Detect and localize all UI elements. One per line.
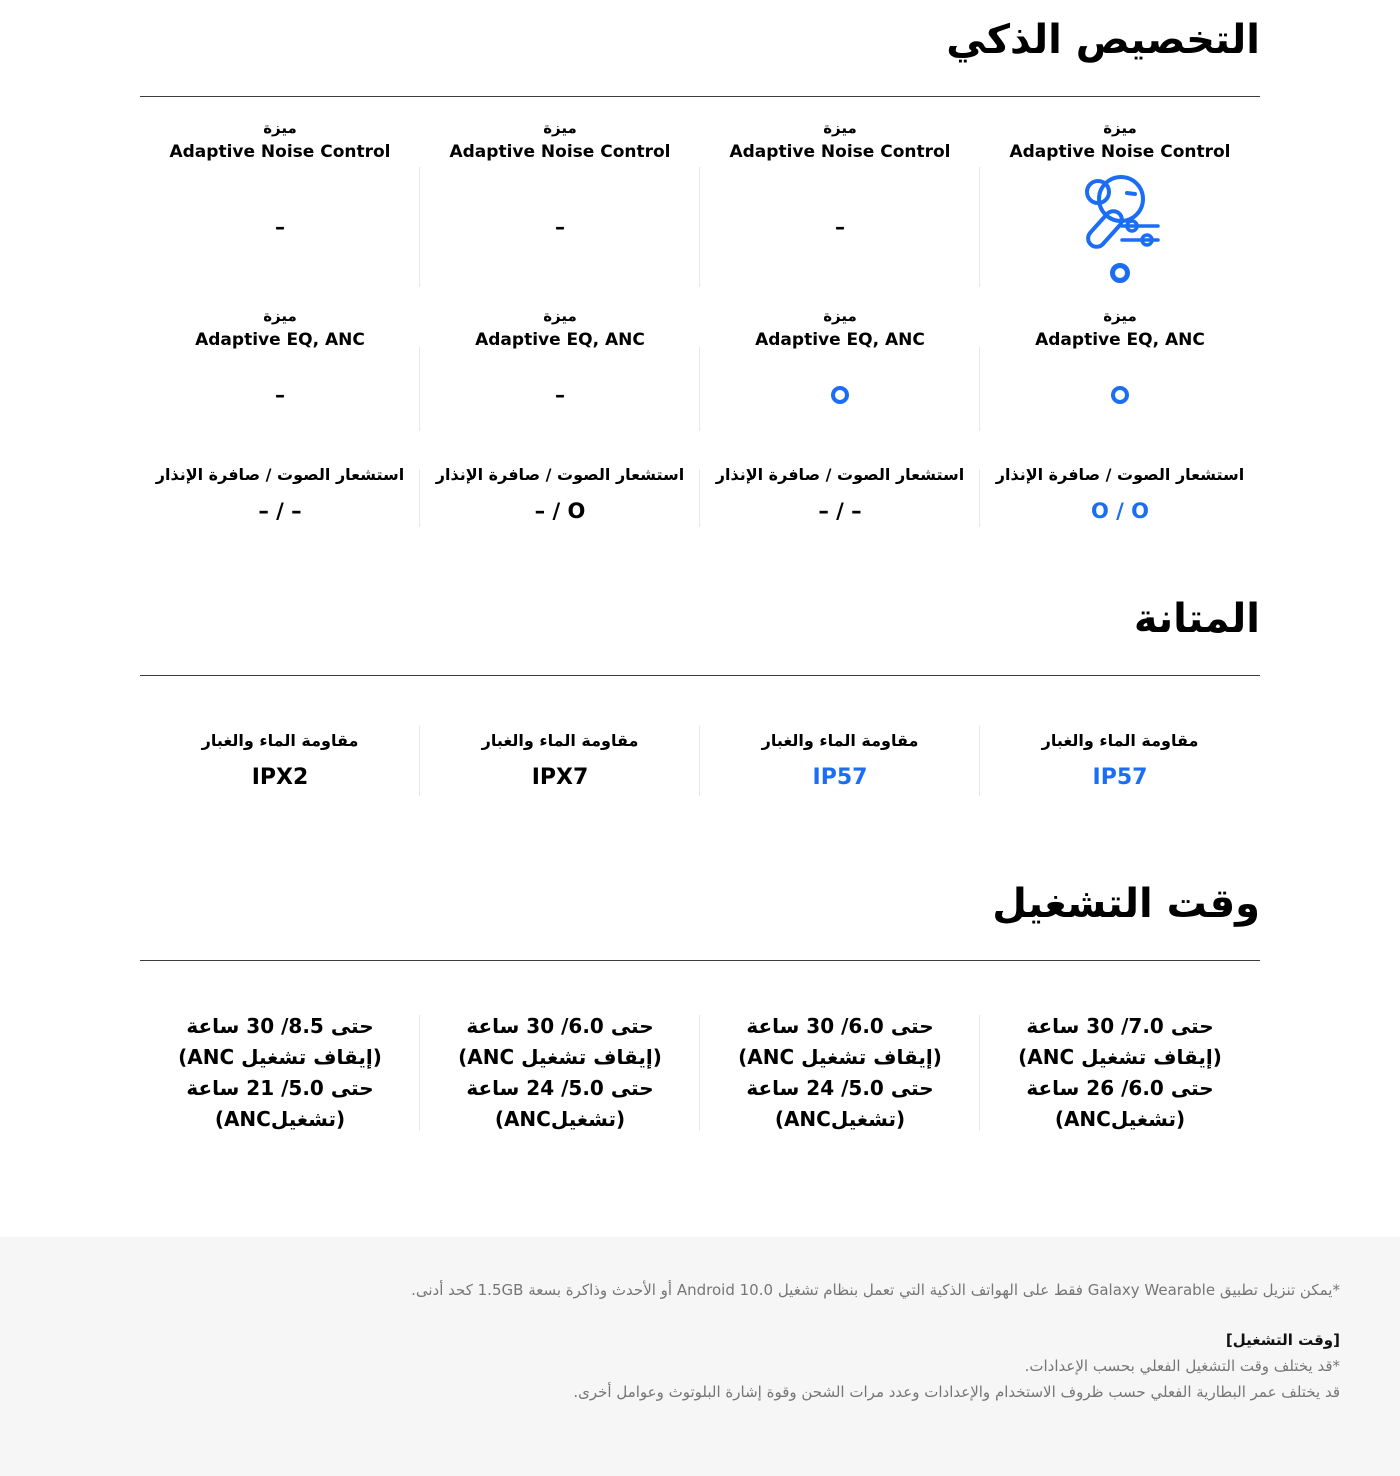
spec-row-water-dust-resistance: [140, 722, 1260, 824]
feature-label: ميزة: [263, 119, 297, 137]
spec-row-adaptive-noise-control-values: [140, 165, 1260, 289]
yes-circle-icon: [1110, 263, 1130, 283]
spec-cell: [980, 305, 1260, 433]
battery-value-line: حتى 6.0/ 30 ساعة: [466, 1014, 654, 1038]
battery-value-line: (إيقاف تشغيل ANC): [1018, 1045, 1222, 1069]
spec-value: O / O: [1091, 499, 1149, 523]
not-supported-dash: –: [555, 215, 565, 239]
adaptive-noise-control-feature: [1074, 172, 1166, 283]
section-title-smart-personalization: التخصيص الذكي: [140, 0, 1260, 97]
spec-cell: [700, 305, 980, 433]
spec-cell: [140, 463, 420, 537]
feature-header-cell: [700, 117, 980, 165]
battery-value-line: (تشغيلANC): [214, 1107, 346, 1131]
spec-cell: [420, 463, 700, 537]
spec-cell: [980, 165, 1260, 289]
battery-value-line: (تشغيلANC): [774, 1107, 906, 1131]
spec-value: – / O: [534, 499, 586, 523]
feature-label: ميزة: [823, 307, 857, 325]
battery-value-line: حتى 5.0/ 24 ساعة: [466, 1076, 654, 1100]
feature-name: Adaptive EQ, ANC: [1035, 330, 1205, 350]
spec-cell: [700, 1011, 980, 1145]
feature-name: Adaptive EQ, ANC: [755, 330, 925, 350]
feature-name: مقاومة الماء والغبار: [1041, 731, 1199, 750]
battery-value-line: (تشغيلANC): [494, 1107, 626, 1131]
spec-value: IPX2: [251, 765, 309, 790]
spec-cell: [140, 1011, 420, 1145]
spec-cell: [980, 1011, 1260, 1145]
spec-value: – / –: [818, 499, 862, 523]
spec-cell: [140, 165, 420, 289]
spec-cell: [980, 722, 1260, 808]
spec-cell: [700, 165, 980, 289]
spec-cell: [140, 722, 420, 808]
spec-value: – / –: [258, 499, 302, 523]
battery-value-line: حتى 6.0/ 26 ساعة: [1026, 1076, 1214, 1100]
spec-row-adaptive-noise-control-header: [140, 117, 1260, 165]
section-play-time: [140, 864, 1260, 1145]
battery-value-line: حتى 6.0/ 30 ساعة: [746, 1014, 934, 1038]
feature-name: استشعار الصوت / صافرة الإنذار: [435, 465, 685, 484]
not-supported-dash: –: [275, 215, 285, 239]
feature-name: Adaptive Noise Control: [169, 142, 391, 162]
battery-value-line: حتى 5.0/ 21 ساعة: [186, 1076, 374, 1100]
spec-cell: [700, 722, 980, 808]
feature-name: Adaptive Noise Control: [1009, 142, 1231, 162]
spec-cell: [700, 463, 980, 537]
feature-name: استشعار الصوت / صافرة الإنذار: [155, 465, 405, 484]
feature-name: Adaptive Noise Control: [449, 142, 671, 162]
battery-value-line: (إيقاف تشغيل ANC): [738, 1045, 942, 1069]
feature-label: ميزة: [543, 119, 577, 137]
footnote-play-time-heading: [وقت التشغيل]: [1225, 1331, 1340, 1349]
feature-name: مقاومة الماء والغبار: [201, 731, 359, 750]
feature-name: Adaptive Noise Control: [729, 142, 951, 162]
section-durability: [140, 579, 1260, 824]
feature-name: Adaptive EQ, ANC: [195, 330, 365, 350]
spec-value: IPX7: [531, 765, 589, 790]
feature-label: ميزة: [263, 307, 297, 325]
not-supported-dash: –: [555, 383, 565, 407]
feature-label: ميزة: [1103, 119, 1137, 137]
feature-name: استشعار الصوت / صافرة الإنذار: [995, 465, 1245, 484]
earbud-equalizer-icon: [1074, 172, 1166, 258]
not-supported-dash: –: [275, 383, 285, 407]
feature-header-cell: [420, 117, 700, 165]
section-title-play-time: وقت التشغيل: [140, 864, 1260, 961]
feature-name: Adaptive EQ, ANC: [475, 330, 645, 350]
spec-value: IP57: [1092, 765, 1148, 790]
battery-value-line: (إيقاف تشغيل ANC): [178, 1045, 382, 1069]
feature-name: استشعار الصوت / صافرة الإنذار: [715, 465, 965, 484]
spec-row-sound-siren-detect: [140, 463, 1260, 537]
feature-header-cell: [140, 117, 420, 165]
battery-value-line: حتى 8.5/ 30 ساعة: [186, 1014, 374, 1038]
disclaimer-footer: [0, 1237, 1400, 1476]
section-smart-personalization: [140, 0, 1260, 537]
feature-label: ميزة: [1103, 307, 1137, 325]
spec-row-adaptive-eq-anc: [140, 305, 1260, 433]
spec-value: IP57: [812, 765, 868, 790]
spec-cell: [420, 1011, 700, 1145]
battery-value-line: حتى 7.0/ 30 ساعة: [1026, 1014, 1214, 1038]
spec-cell: [420, 305, 700, 433]
feature-header-cell: [980, 117, 1260, 165]
battery-value-line: حتى 5.0/ 24 ساعة: [746, 1076, 934, 1100]
spec-cell: [420, 165, 700, 289]
spec-row-battery-life: [140, 1011, 1260, 1145]
spec-cell: [980, 463, 1260, 537]
battery-value-line: (تشغيلANC): [1054, 1107, 1186, 1131]
footnote-play-time-2: قد يختلف عمر البطارية الفعلي حسب ظروف الاستخدام والإعدادات وعدد مرات الشحن وقوة إشارة البلوتوث وعوامل أخرى.: [573, 1383, 1340, 1401]
spec-cell: [420, 722, 700, 808]
feature-label: ميزة: [543, 307, 577, 325]
spec-cell: [140, 305, 420, 433]
yes-circle-icon: [1111, 386, 1129, 404]
section-title-durability: المتانة: [140, 579, 1260, 676]
footnote-play-time-1: *قد يختلف وقت التشغيل الفعلي بحسب الإعدادات.: [1024, 1357, 1340, 1375]
feature-name: مقاومة الماء والغبار: [481, 731, 639, 750]
footnote-galaxy-wearable: *يمكن تنزيل تطبيق Galaxy Wearable فقط على الهواتف الذكية التي تعمل بنظام تشغيل Android 10.0 أو الأحدث وذاكرة بسعة 1.5GB كحد أدنى.: [411, 1281, 1340, 1299]
feature-label: ميزة: [823, 119, 857, 137]
feature-name: مقاومة الماء والغبار: [761, 731, 919, 750]
battery-value-line: (إيقاف تشغيل ANC): [458, 1045, 662, 1069]
yes-circle-icon: [831, 386, 849, 404]
not-supported-dash: –: [835, 215, 845, 239]
